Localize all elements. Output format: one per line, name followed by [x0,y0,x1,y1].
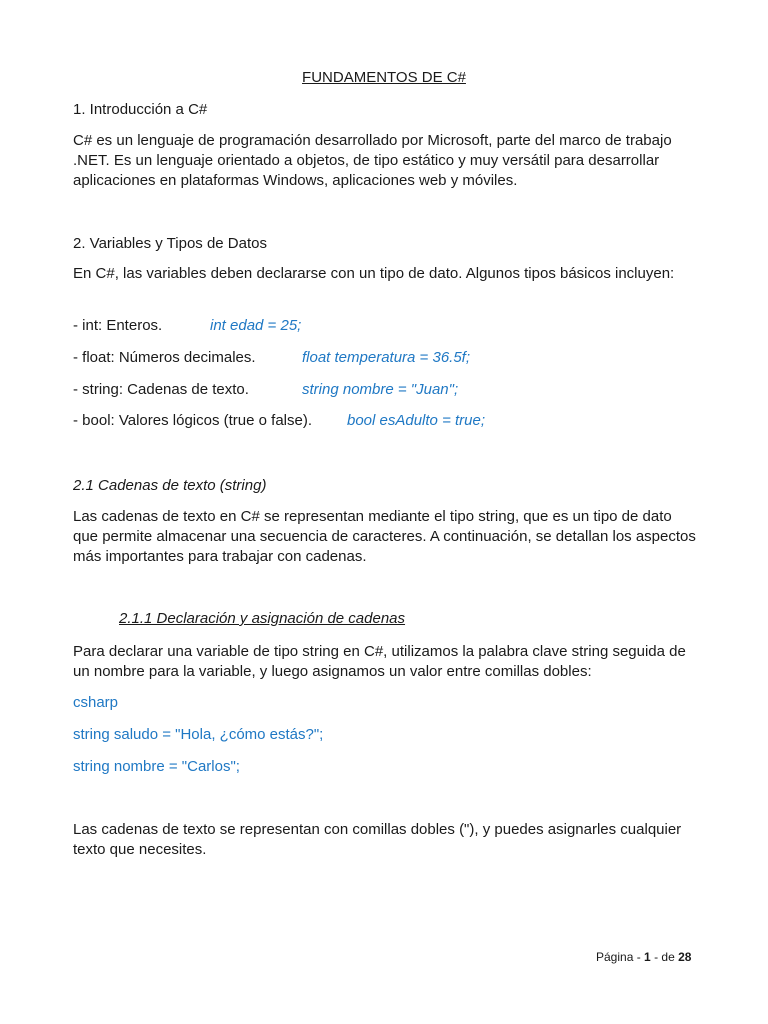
footer-page-number: 1 [644,950,651,964]
page-footer [596,947,691,967]
type-bool-example: bool esAdulto = true; [347,412,486,429]
section-2-1-1-paragraph: Para declarar una variable de tipo string en C#, utilizamos la palabra clave string seguida de un nombre para la variable, y luego asignamos un valor entre comillas dobles: [73,643,686,680]
footer-prefix: Página - [596,950,641,964]
type-int-label: - int: Enteros. [73,317,163,334]
code-line-nombre: string nombre = "Carlos"; [73,758,240,775]
footer-middle: - de [654,950,675,964]
type-float-label: - float: Números decimales. [73,349,256,366]
code-language-label: csharp [73,694,119,711]
type-int-example: int edad = 25; [210,317,302,334]
section-2-1-paragraph: Las cadenas de texto en C# se representan mediante el tipo string, que es un tipo de dato que permite almacenar una secuencia de caracteres. A continuación, se detallan los aspectos más importantes para trabajar con cadenas. [73,508,696,565]
section-2-1-1-heading: 2.1.1 Declaración y asignación de cadenas [119,610,406,627]
closing-paragraph: Las cadenas de texto se representan con comillas dobles ("), y puedes asignarles cualquier texto que necesites. [73,821,682,858]
section-2-1-heading: 2.1 Cadenas de texto (string) [73,477,267,494]
type-string-example: string nombre = "Juan"; [302,381,459,398]
section-2-heading: 2. Variables y Tipos de Datos [73,235,267,252]
type-bool-label: - bool: Valores lógicos (true o false). [73,412,312,429]
section-2-paragraph: En C#, las variables deben declararse con un tipo de dato. Algunos tipos básicos incluyen: [73,265,675,282]
section-1-heading: 1. Introducción a C# [73,101,208,118]
code-line-saludo: string saludo = "Hola, ¿cómo estás?"; [73,726,324,743]
footer-total-pages: 28 [678,950,692,964]
section-1-paragraph: C# es un lenguaje de programación desarrollado por Microsoft, parte del marco de trabajo .NET. Es un lenguaje orientado a objetos, de tipo estático y muy versátil para desarrollar aplicaciones en plataformas Windows, aplicaciones web y móviles. [73,132,672,189]
type-string-label: - string: Cadenas de texto. [73,381,249,398]
document-title: FUNDAMENTOS DE C# [302,69,466,86]
type-float-example: float temperatura = 36.5f; [302,349,471,366]
